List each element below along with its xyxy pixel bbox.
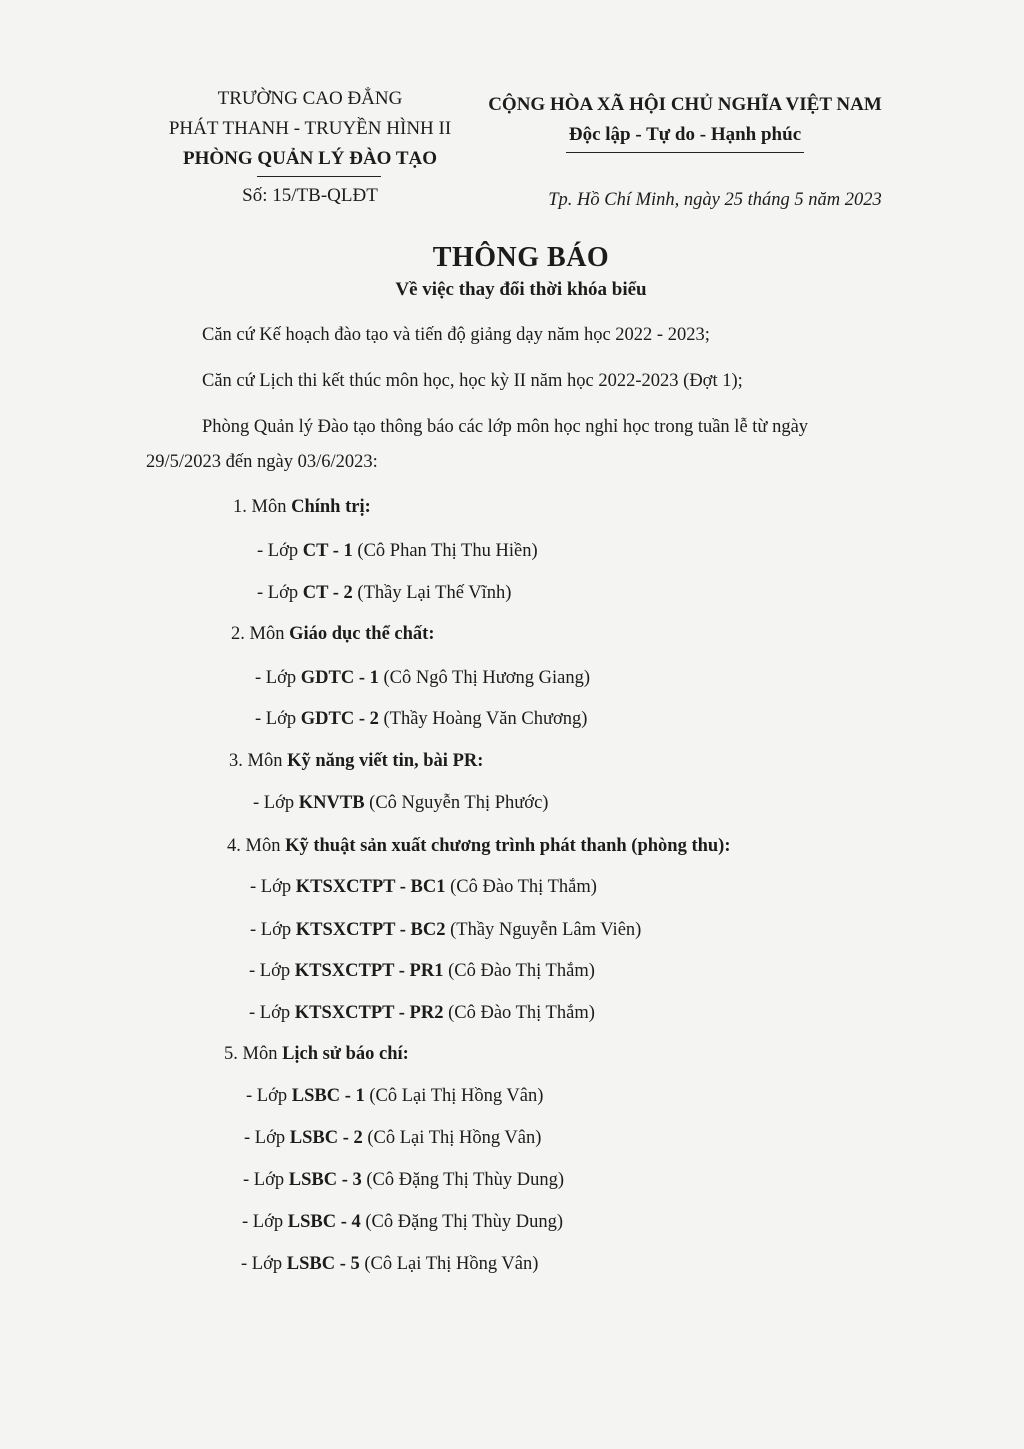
subject-heading (224, 1044, 409, 1065)
class-teacher: (Cô Ngô Thị Hương Giang) (378, 668, 591, 688)
class-code: LSBC - 2 (289, 1128, 363, 1148)
subject-name: Kỹ năng viết tin, bài PR: (287, 751, 484, 771)
school-name-line1: TRƯỜNG CAO ĐẲNG (217, 88, 403, 109)
class-item: - Lớp KTSXCTPT - BC1 (Cô Đào Thị Thắm) (250, 877, 597, 897)
class-item: - Lớp LSBC - 5 (Cô Lại Thị Hồng Vân) (241, 1254, 539, 1274)
subject-name: Giáo dục thể chất: (289, 624, 435, 644)
subject-name: Chính trị: (291, 497, 371, 517)
notice-line-2: 29/5/2023 đến ngày 03/6/2023: (146, 452, 378, 472)
subject-number: 4. Môn (227, 836, 286, 856)
national-motto: Độc lập - Tự do - Hạnh phúc (568, 124, 802, 145)
class-code: GDTC - 1 (300, 668, 379, 688)
subject-number: 5. Môn (224, 1044, 283, 1064)
subject-heading (229, 751, 483, 772)
preamble-line-2: Căn cứ Lịch thi kết thúc môn học, học kỳ II năm học 2022-2023 (Đợt 1); (202, 371, 743, 391)
class-item: - Lớp KTSXCTPT - PR1 (Cô Đào Thị Thắm) (249, 961, 595, 981)
national-title: CỘNG HÒA XÃ HỘI CHỦ NGHĨA VIỆT NAM (488, 94, 882, 115)
class-item: - Lớp CT - 1 (Cô Phan Thị Thu Hiền) (257, 541, 538, 561)
notice-line-1: Phòng Quản lý Đào tạo thông báo các lớp môn học nghỉ học trong tuần lễ từ ngày (202, 417, 809, 437)
subject-number: 3. Môn (229, 751, 288, 771)
class-teacher: (Cô Đặng Thị Thùy Dung) (360, 1212, 564, 1232)
class-code: KTSXCTPT - BC1 (295, 877, 446, 897)
class-teacher: (Cô Lại Thị Hồng Vân) (359, 1254, 539, 1274)
subject-name: Lịch sử báo chí: (282, 1044, 409, 1064)
document-title: THÔNG BÁO (432, 242, 610, 273)
document-subtitle: Về việc thay đổi thời khóa biểu (395, 279, 647, 300)
class-item: - Lớp CT - 2 (Thầy Lại Thế Vĩnh) (257, 583, 512, 603)
class-teacher: (Cô Đào Thị Thắm) (445, 877, 597, 897)
subject-number: 2. Môn (231, 624, 290, 644)
class-item: - Lớp LSBC - 4 (Cô Đặng Thị Thùy Dung) (242, 1212, 564, 1232)
class-teacher: (Cô Lại Thị Hồng Vân) (362, 1128, 542, 1148)
preamble-line-1: Căn cứ Kế hoạch đào tạo và tiến độ giảng dạy năm học 2022 - 2023; (202, 325, 710, 345)
class-teacher: (Thầy Hoàng Văn Chương) (378, 709, 588, 729)
class-code: LSBC - 1 (291, 1086, 365, 1106)
class-item: - Lớp GDTC - 2 (Thầy Hoàng Văn Chương) (255, 709, 588, 729)
class-code: KTSXCTPT - BC2 (295, 920, 446, 940)
subject-number: 1. Môn (233, 497, 292, 517)
class-item: - Lớp GDTC - 1 (Cô Ngô Thị Hương Giang) (255, 668, 591, 688)
right-header-rule (566, 152, 804, 153)
class-code: KTSXCTPT - PR2 (294, 1003, 444, 1023)
class-item: - Lớp LSBC - 2 (Cô Lại Thị Hồng Vân) (244, 1128, 542, 1148)
left-header-rule (257, 176, 381, 177)
class-item: - Lớp LSBC - 1 (Cô Lại Thị Hồng Vân) (246, 1086, 544, 1106)
class-teacher: (Cô Lại Thị Hồng Vân) (364, 1086, 544, 1106)
class-code: GDTC - 2 (300, 709, 379, 729)
class-code: KTSXCTPT - PR1 (294, 961, 444, 981)
class-code: LSBC - 3 (288, 1170, 362, 1190)
place-date: Tp. Hồ Chí Minh, ngày 25 tháng 5 năm 2023 (548, 190, 882, 210)
class-teacher: (Cô Đào Thị Thắm) (443, 961, 595, 981)
class-teacher: (Cô Đào Thị Thắm) (443, 1003, 595, 1023)
class-code: CT - 2 (302, 583, 353, 603)
document-number: Số: 15/TB-QLĐT (242, 185, 378, 206)
class-item: - Lớp KTSXCTPT - PR2 (Cô Đào Thị Thắm) (249, 1003, 595, 1023)
class-code: LSBC - 4 (287, 1212, 361, 1232)
subject-heading (227, 836, 731, 857)
subject-heading (231, 624, 435, 645)
class-code: KNVTB (298, 793, 365, 813)
class-teacher: (Thầy Lại Thế Vĩnh) (352, 583, 512, 603)
subject-heading (233, 497, 371, 518)
class-item: - Lớp KNVTB (Cô Nguyễn Thị Phước) (253, 793, 549, 813)
class-teacher: (Cô Đặng Thị Thùy Dung) (361, 1170, 565, 1190)
class-teacher: (Thầy Nguyễn Lâm Viên) (445, 920, 642, 940)
school-name-line2: PHÁT THANH - TRUYỀN HÌNH II (168, 118, 452, 139)
department-name: PHÒNG QUẢN LÝ ĐÀO TẠO (182, 148, 438, 169)
subject-name: Kỹ thuật sản xuất chương trình phát thanh (phòng thu): (285, 836, 731, 856)
class-item: - Lớp KTSXCTPT - BC2 (Thầy Nguyễn Lâm Viên) (250, 920, 642, 940)
class-item: - Lớp LSBC - 3 (Cô Đặng Thị Thùy Dung) (243, 1170, 565, 1190)
class-teacher: (Cô Nguyễn Thị Phước) (364, 793, 549, 813)
class-code: LSBC - 5 (286, 1254, 360, 1274)
class-teacher: (Cô Phan Thị Thu Hiền) (352, 541, 538, 561)
class-code: CT - 1 (302, 541, 353, 561)
